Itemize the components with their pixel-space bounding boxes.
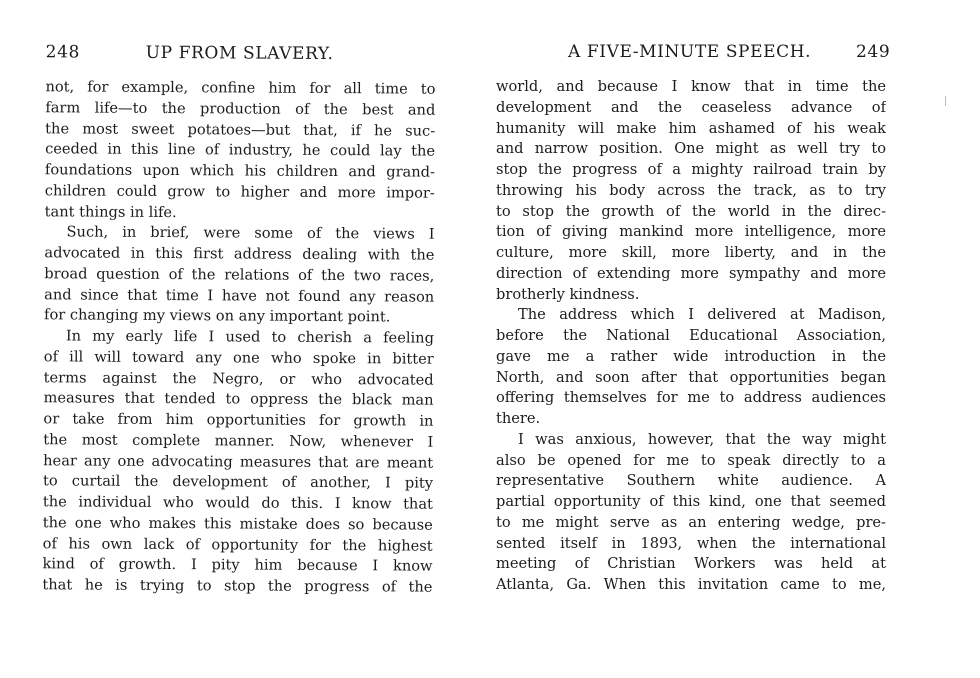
text-line: of ill will toward any one who spoke in bitter <box>43 348 434 368</box>
text-line: brotherly kindness. <box>496 285 640 303</box>
text-line: offering themselves for me to address audiences <box>496 389 886 407</box>
text-line: not, for example, confine him for all time to <box>45 78 436 98</box>
text-line: sented itself in 1893, when the international <box>496 534 886 552</box>
text-line: The address which I delivered at Madison, <box>518 306 886 324</box>
text-line: terms against the Negro, or who advocated <box>43 368 434 389</box>
text-line: that he is trying to stop the progress of the <box>42 576 433 596</box>
text-line: kind of growth. I pity him because I know <box>42 555 433 575</box>
text-line: partial opportunity of this kind, one that seemed <box>496 493 886 510</box>
right-page-number: 249 <box>856 42 891 62</box>
text-line: humanity will make him ashamed of his weak <box>496 119 886 137</box>
text-line: North, and soon after that opportunities began <box>496 368 886 386</box>
text-line: children could grow to higher and more impor- <box>44 182 435 202</box>
text-line: of his own lack of opportunity for the highest <box>42 534 433 555</box>
left-page-body <box>42 77 435 598</box>
right-page-header <box>486 42 980 66</box>
right-page-body <box>496 77 886 596</box>
right-page <box>486 0 980 675</box>
text-line: Atlanta, Ga. When this invitation came to me, <box>496 576 886 593</box>
left-page <box>0 0 480 678</box>
text-line: gave me a rather wide introduction in the <box>496 347 886 365</box>
left-running-head: UP FROM SLAVERY. <box>145 42 334 65</box>
text-line: Such, in brief, were some of the views I <box>66 223 435 243</box>
text-line: the one who makes this mistake does so because <box>42 514 433 534</box>
text-line: to curtail the development of another, I pity <box>43 472 434 492</box>
text-line: the most complete manner. Now, whenever I <box>43 431 434 451</box>
text-line: I was anxious, however, that the way might <box>518 430 886 448</box>
text-line: or take from him opportunities for growth in <box>43 410 434 430</box>
text-line: the most sweet potatoes—but that, if he suc- <box>45 119 436 140</box>
left-page-header <box>0 42 480 69</box>
text-line: measures that tended to oppress the black man <box>43 389 434 409</box>
text-line: the individual who would do this. I know that <box>42 493 433 513</box>
text-line: and narrow position. One might as well try to <box>496 140 886 158</box>
text-line: representative Southern white audience. A <box>496 472 886 490</box>
text-line: tion of giving mankind more intelligence, more <box>496 223 886 241</box>
text-line: advocated in this first address dealing with the <box>44 244 435 264</box>
text-line: there. <box>496 410 541 427</box>
text-line: hear any one advocating measures that are meant <box>43 451 434 472</box>
right-running-head: A FIVE-MINUTE SPEECH. <box>568 42 812 62</box>
margin-mark <box>945 96 948 106</box>
text-line: to me might serve as an entering wedge, pre- <box>496 513 886 531</box>
text-line: meeting of Christian Workers was held at <box>496 555 886 573</box>
text-line: also be opened for me to speak directly to a <box>496 451 886 469</box>
text-line: broad question of the relations of the two races, <box>44 265 435 285</box>
text-line: to stop the growth of the world in the direc- <box>496 202 886 220</box>
text-line: foundations upon which his children and grand- <box>44 161 436 181</box>
text-line: for changing my views on any important point. <box>44 306 391 326</box>
text-line: culture, more skill, more liberty, and in the <box>496 244 886 261</box>
left-page-number: 248 <box>45 42 80 63</box>
text-line: stop the progress of a mighty railroad train by <box>496 161 886 178</box>
text-line: ceeded in this line of industry, he could lay the <box>45 140 436 160</box>
text-line: and since that time I have not found any reason <box>44 285 435 306</box>
text-line: tant things in life. <box>44 202 177 221</box>
text-line: world, and because I know that in time the <box>496 78 886 95</box>
text-line: In my early life I used to cherish a feeling <box>65 327 434 347</box>
text-line: throwing his body across the track, as to try <box>496 181 886 199</box>
text-line: before the National Educational Association, <box>496 327 886 344</box>
text-line: farm life—to the production of the best and <box>45 99 436 119</box>
text-line: development and the ceaseless advance of <box>496 98 886 116</box>
text-line: direction of extending more sympathy and more <box>496 264 886 282</box>
